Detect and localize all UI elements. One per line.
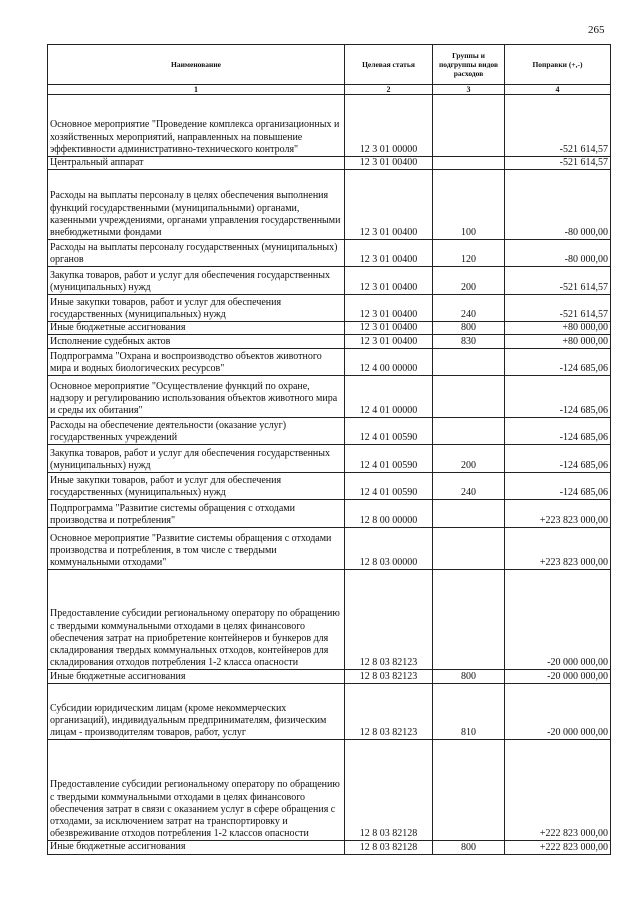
table-row: [48, 841, 611, 854]
row-group-code: [433, 740, 505, 841]
table-row: [48, 295, 611, 322]
row-target-code: 12 8 03 00000: [345, 528, 433, 570]
table-row: [48, 157, 611, 170]
row-group-code: [433, 157, 505, 170]
row-group-code: 240: [433, 473, 505, 500]
row-name: Подпрограмма "Развитие системы обращения с отходами производства и потребления": [48, 500, 345, 528]
row-target-code: 12 4 01 00590: [345, 418, 433, 445]
header-target: Целевая статья: [345, 45, 433, 85]
row-amount: +80 000,00: [505, 335, 611, 349]
row-name: Иные бюджетные ассигнования: [48, 322, 345, 335]
row-group-code: 120: [433, 240, 505, 267]
row-name: Закупка товаров, работ и услуг для обеспечения государственных (муниципальных) нужд: [48, 267, 345, 295]
row-group-code: 800: [433, 322, 505, 335]
row-name: Расходы на выплаты персоналу государственных (муниципальных) органов: [48, 240, 345, 267]
row-amount: -80 000,00: [505, 240, 611, 267]
table-row: [48, 349, 611, 376]
table-row: [48, 335, 611, 349]
row-target-code: 12 8 03 82123: [345, 570, 433, 670]
row-group-code: 810: [433, 684, 505, 740]
row-name: Исполнение судебных актов: [48, 335, 345, 349]
row-name: Расходы на обеспечение деятельности (оказание услуг) государственных учреждений: [48, 418, 345, 445]
table-row: [48, 445, 611, 473]
row-target-code: 12 3 01 00400: [345, 170, 433, 240]
table-row: [48, 267, 611, 295]
column-number-row: [48, 85, 611, 95]
table-row: [48, 500, 611, 528]
row-group-code: 200: [433, 267, 505, 295]
row-group-code: 800: [433, 670, 505, 684]
row-group-code: [433, 500, 505, 528]
row-target-code: 12 3 01 00400: [345, 322, 433, 335]
header-change: Поправки (+,-): [505, 45, 611, 85]
page-number: 265: [588, 24, 605, 36]
column-number: 4: [505, 85, 611, 95]
row-target-code: 12 8 03 82123: [345, 684, 433, 740]
row-target-code: 12 8 03 82123: [345, 670, 433, 684]
row-name: Субсидии юридическим лицам (кроме некоммерческих организаций), индивидуальным предпринимателям, физическим лицам - производителям товаров, работ, услуг: [48, 684, 345, 740]
row-group-code: 830: [433, 335, 505, 349]
row-group-code: 200: [433, 445, 505, 473]
row-name: Основное мероприятие "Проведение комплекса организационных и хозяйственных мероприятий, направленных на повышение эффективности административно-технического контроля": [48, 95, 345, 157]
row-amount: -124 685,06: [505, 376, 611, 418]
row-target-code: 12 8 00 00000: [345, 500, 433, 528]
row-amount: -20 000 000,00: [505, 670, 611, 684]
row-group-code: [433, 376, 505, 418]
row-target-code: 12 3 01 00400: [345, 335, 433, 349]
table-row: [48, 684, 611, 740]
row-name: Иные закупки товаров, работ и услуг для обеспечения государственных (муниципальных) нужд: [48, 473, 345, 500]
row-amount: -20 000 000,00: [505, 570, 611, 670]
table-row: [48, 418, 611, 445]
row-target-code: 12 4 00 00000: [345, 349, 433, 376]
row-name: Предоставление субсидии региональному оператору по обращению с твердыми коммунальными отходами в целях финансового обеспечения затрат на приобретение контейнеров и бункеров для складирования твердых коммунальных отходов, контейнеров для складирования отходов потребления 1-2 класса опасности: [48, 570, 345, 670]
table-row: [48, 95, 611, 157]
row-target-code: 12 4 01 00590: [345, 445, 433, 473]
row-amount: +222 823 000,00: [505, 740, 611, 841]
row-name: Подпрограмма "Охрана и воспроизводство объектов животного мира и водных биологических ресурсов": [48, 349, 345, 376]
row-amount: -124 685,06: [505, 445, 611, 473]
budget-table: [47, 44, 611, 855]
row-target-code: 12 3 01 00400: [345, 295, 433, 322]
row-name: Предоставление субсидии региональному оператору по обращению с твердыми коммунальными отходами в целях финансового обеспечения затрат в связи с оказанием услуг в сфере обращения с отходами, за исключением затрат на транспортировку и обезвреживание отходов потребления 1-2 классов опасности: [48, 740, 345, 841]
table-row: [48, 528, 611, 570]
row-amount: +222 823 000,00: [505, 841, 611, 854]
row-amount: +223 823 000,00: [505, 500, 611, 528]
row-amount: -521 614,57: [505, 157, 611, 170]
row-target-code: 12 3 01 00400: [345, 267, 433, 295]
table-row: [48, 473, 611, 500]
row-group-code: 240: [433, 295, 505, 322]
row-amount: -124 685,06: [505, 418, 611, 445]
row-amount: -521 614,57: [505, 267, 611, 295]
table-row: [48, 322, 611, 335]
row-target-code: 12 4 01 00000: [345, 376, 433, 418]
row-target-code: 12 3 01 00000: [345, 95, 433, 157]
row-group-code: 100: [433, 170, 505, 240]
column-number: 3: [433, 85, 505, 95]
table-header-row: [48, 45, 611, 85]
table-row: [48, 376, 611, 418]
row-name: Иные бюджетные ассигнования: [48, 670, 345, 684]
column-number: 1: [48, 85, 345, 95]
row-target-code: 12 3 01 00400: [345, 240, 433, 267]
table-row: [48, 740, 611, 841]
row-target-code: 12 4 01 00590: [345, 473, 433, 500]
row-amount: -80 000,00: [505, 170, 611, 240]
row-amount: -20 000 000,00: [505, 684, 611, 740]
row-name: Центральный аппарат: [48, 157, 345, 170]
header-name: Наименование: [48, 45, 345, 85]
row-target-code: 12 8 03 82128: [345, 740, 433, 841]
row-name: Основное мероприятие "Развитие системы обращения с отходами производства и потребления, в том числе с твердыми коммунальными отходами": [48, 528, 345, 570]
row-amount: -124 685,06: [505, 473, 611, 500]
row-group-code: [433, 418, 505, 445]
table-row: [48, 570, 611, 670]
row-name: Иные бюджетные ассигнования: [48, 841, 345, 854]
table-row: [48, 240, 611, 267]
row-group-code: [433, 528, 505, 570]
row-name: Закупка товаров, работ и услуг для обеспечения государственных (муниципальных) нужд: [48, 445, 345, 473]
table-body: [48, 95, 611, 855]
row-name: Иные закупки товаров, работ и услуг для обеспечения государственных (муниципальных) нужд: [48, 295, 345, 322]
row-amount: +223 823 000,00: [505, 528, 611, 570]
row-group-code: [433, 95, 505, 157]
row-name: Основное мероприятие "Осуществление функций по охране, надзору и регулированию использования объектов животного мира и среды их обитания": [48, 376, 345, 418]
row-amount: -521 614,57: [505, 95, 611, 157]
header-group: Группы и подгруппы видов расходов: [433, 45, 505, 85]
row-name: Расходы на выплаты персоналу в целях обеспечения выполнения функций государственными (муниципальными) органами, казенными учреждениями, органами управления государственными внебюджетными фондами: [48, 170, 345, 240]
row-group-code: [433, 349, 505, 376]
row-amount: +80 000,00: [505, 322, 611, 335]
row-amount: -124 685,06: [505, 349, 611, 376]
row-target-code: 12 3 01 00400: [345, 157, 433, 170]
row-amount: -521 614,57: [505, 295, 611, 322]
row-group-code: 800: [433, 841, 505, 854]
row-group-code: [433, 570, 505, 670]
table-row: [48, 670, 611, 684]
table-row: [48, 170, 611, 240]
column-number: 2: [345, 85, 433, 95]
row-target-code: 12 8 03 82128: [345, 841, 433, 854]
